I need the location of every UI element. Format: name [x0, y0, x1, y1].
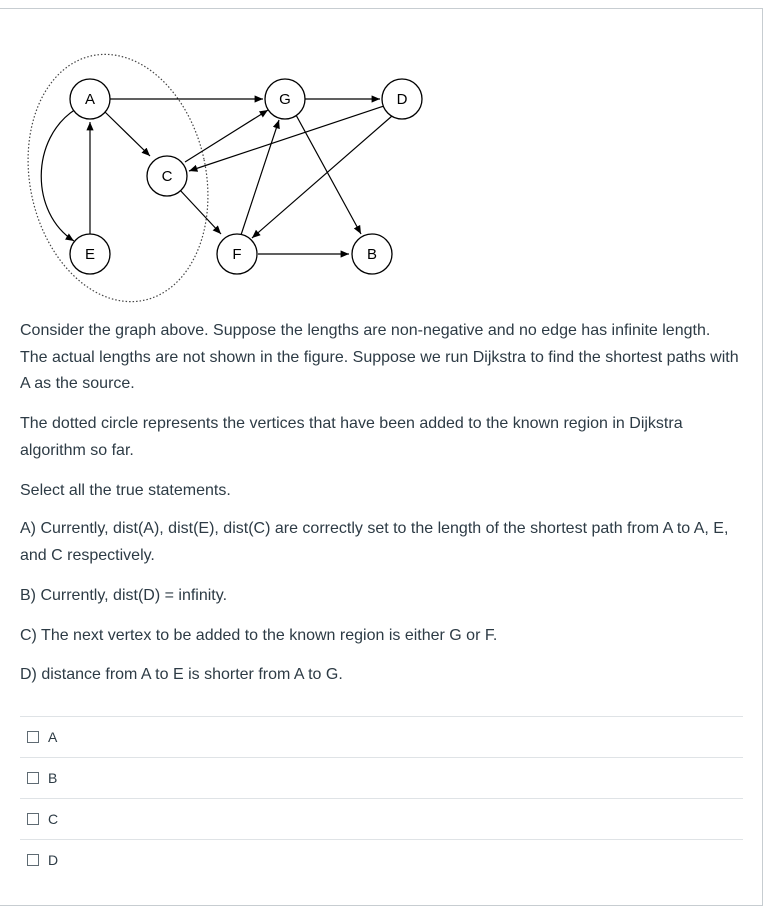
node-E	[70, 234, 110, 274]
checkbox-a[interactable]	[27, 731, 39, 743]
node-A	[70, 79, 110, 119]
node-F	[217, 234, 257, 274]
node-label: E	[84, 246, 96, 263]
node-C	[147, 156, 187, 196]
question-instruction: Select all the true statements.	[20, 482, 231, 499]
edge-C-F	[179, 189, 221, 234]
node-D	[382, 79, 422, 119]
node-label: C	[161, 168, 173, 185]
checkbox-d[interactable]	[27, 854, 39, 866]
node-label: F	[232, 246, 242, 263]
statement-a: A) Currently, dist(A), dist(E), dist(C) are correctly set to the length of the shortest path from A to A, E, and C respectively.	[20, 520, 729, 564]
known-region-ellipse	[6, 48, 230, 318]
answer-list	[20, 716, 743, 880]
edge-A-E	[41, 109, 76, 241]
question-paragraph: Consider the graph above. Suppose the lengths are non-negative and no edge has infinite length. The actual lengths are not shown in the figure. Suppose we run Dijkstra to find the shortest paths with A as the source.	[20, 322, 739, 392]
answer-label: B	[48, 770, 58, 786]
question-paragraph: The dotted circle represents the vertices that have been added to the known region in Dijkstra algorithm so far.	[20, 415, 683, 459]
checkbox-b[interactable]	[27, 772, 39, 784]
answer-label: C	[48, 811, 59, 827]
edge-D-F	[252, 116, 392, 238]
edge-A-C	[105, 112, 150, 156]
answer-option-b[interactable]	[20, 757, 743, 798]
node-label: B	[366, 246, 378, 263]
node-B	[352, 234, 392, 274]
node-label: D	[396, 91, 408, 108]
edge-C-G	[185, 110, 268, 162]
checkbox-c[interactable]	[27, 813, 39, 825]
statement-d: D) distance from A to E is shorter from A to G.	[20, 666, 343, 683]
answer-label: D	[48, 852, 59, 868]
node-label: A	[84, 91, 96, 108]
edge-G-B	[296, 115, 361, 234]
statement-c: C) The next vertex to be added to the known region is either G or F.	[20, 627, 498, 644]
node-G	[265, 79, 305, 119]
answer-option-a[interactable]	[20, 716, 743, 757]
answer-option-d[interactable]	[20, 839, 743, 880]
node-label: G	[279, 91, 291, 108]
graph-figure	[0, 48, 460, 318]
answer-label: A	[48, 729, 58, 745]
statement-b: B) Currently, dist(D) = infinity.	[20, 587, 228, 604]
answer-option-c[interactable]	[20, 798, 743, 839]
